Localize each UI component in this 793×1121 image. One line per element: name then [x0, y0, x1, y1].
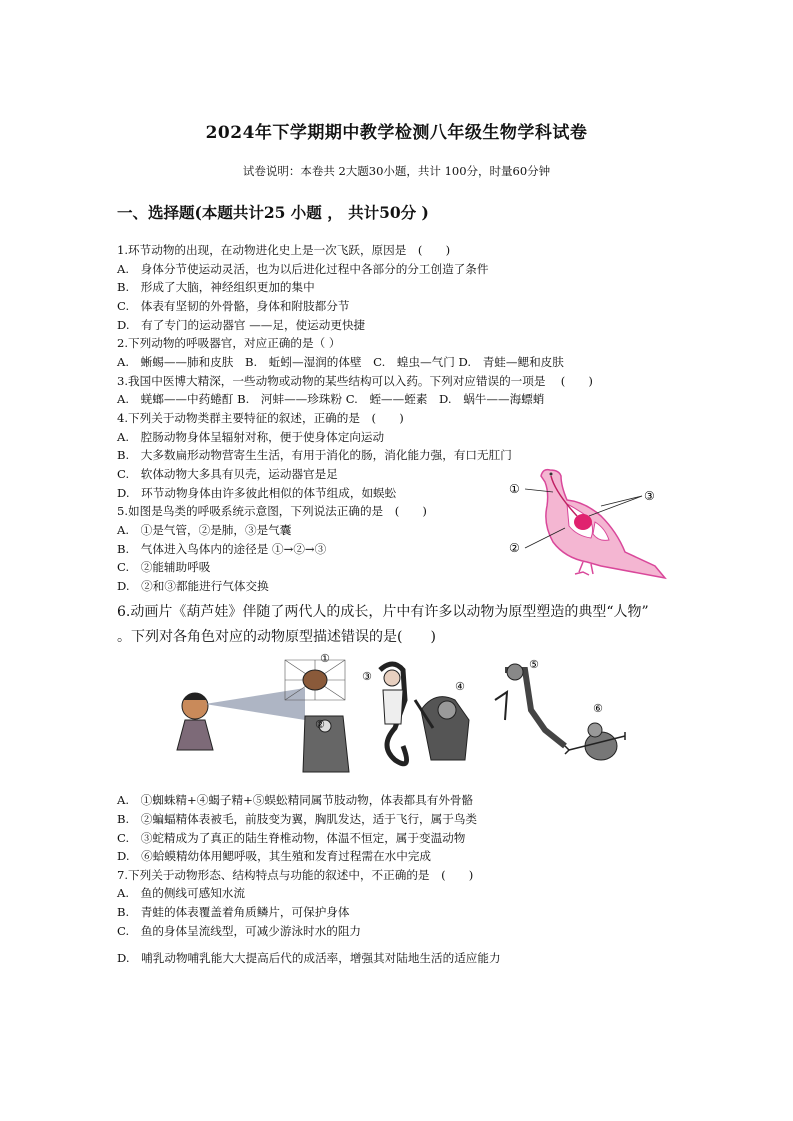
- toad-spirit-figure: [565, 702, 625, 760]
- option-5a: A. ①是气管，②是肺，③是气囊: [117, 523, 292, 537]
- bird-respiratory-diagram: [505, 462, 670, 580]
- option-7a: A. 鱼的侧线可感知水流: [117, 886, 245, 900]
- option-4d: D. 环节动物身体由许多彼此相似的体节组成，如蜈蚣: [117, 486, 397, 500]
- bird-label-3: ③: [644, 489, 655, 503]
- bat-spirit-figure: [303, 716, 349, 772]
- option-1c: C. 体表有坚韧的外骨骼，身体和附肢都分节: [117, 299, 350, 313]
- option-5b: B. 气体进入鸟体内的途径是 ①→②→③: [117, 542, 327, 556]
- options-2: A. 蜥蜴——肺和皮肤 B. 蚯蚓—湿润的体壁 C. 蝗虫—气门 D. 青蛙—鳃和皮肤: [117, 355, 564, 369]
- option-1a: A. 身体分节使运动灵活，也为以后进化过程中各部分的分工创造了条件: [117, 262, 489, 276]
- bird-label-1: ①: [509, 482, 520, 496]
- option-4c: C. 软体动物大多具有贝壳，运动器官是足: [117, 467, 338, 481]
- calabash-boy-figure: [177, 688, 305, 750]
- question-3: 3.我国中医博大精深，一些动物或动物的某些结构可以入药。下列对应错误的一项是 ( ): [117, 374, 593, 388]
- question-7: 7.下列关于动物形态、结构特点与功能的叙述中，不正确的是 ( ): [117, 868, 474, 882]
- question-5: 5.如图是鸟类的呼吸系统示意图，下列说法正确的是 ( ): [117, 504, 427, 518]
- option-5c: C. ②能辅助呼吸: [117, 560, 211, 574]
- options-3: A. 蜣螂——中药蜷酊 B. 河蚌——珍珠粉 C. 蛭——蛭素 D. 蜗牛——海螵蛸: [117, 392, 545, 406]
- page-title: 2024年下学期期中教学检测八年级生物学科试卷: [205, 123, 588, 143]
- cartoon-label-4: ④: [455, 680, 465, 693]
- cartoon-label-3: ③: [362, 670, 372, 683]
- option-6a: A. ①蜘蛛精+④蝎子精+⑤蜈蚣精同属节肢动物，体表都具有外骨骼: [117, 793, 474, 807]
- question-6-line2: 。下列对各角色对应的动物原型描述错误的是( ): [117, 629, 436, 645]
- question-1: 1.环节动物的出现，在动物进化史上是一次飞跃，原因是 ( ): [117, 243, 451, 257]
- centipede-spirit-figure: [495, 658, 565, 746]
- question-2: 2.下列动物的呼吸器官，对应正确的是（ ）: [117, 336, 341, 350]
- cartoon-label-2: ②: [315, 718, 325, 731]
- option-7b: B. 青蛙的体表覆盖着角质鳞片，可保护身体: [117, 905, 350, 919]
- option-4b: B. 大多数扁形动物营寄生生活，有用于消化的肠，消化能力强，有口无肛门: [117, 448, 512, 462]
- option-6c: C. ③蛇精成为了真正的陆生脊椎动物，体温不恒定，属于变温动物: [117, 831, 466, 845]
- section-heading: 一、选择题(本题共计25 小题 ， 共计50分 ): [117, 203, 429, 222]
- scorpion-spirit-figure: [415, 680, 469, 760]
- calabash-characters-illustration: [165, 650, 635, 776]
- cartoon-label-6: ⑥: [593, 702, 603, 715]
- question-6-line1: 6.动画片《葫芦娃》伴随了两代人的成长，片中有许多以动物为原型塑造的典型“人物”: [117, 604, 649, 620]
- option-7c: C. 鱼的身体呈流线型，可减少游泳时水的阻力: [117, 924, 362, 938]
- cartoon-label-1: ①: [320, 652, 330, 665]
- option-1b: B. 形成了大脑，神经组织更加的集中: [117, 280, 315, 294]
- exam-instructions: 试卷说明：本卷共 2大题30小题，共计 100分，时量60分钟: [242, 164, 551, 178]
- cartoon-label-5: ⑤: [529, 658, 539, 671]
- option-5d: D. ②和③都能进行气体交换: [117, 579, 269, 593]
- option-6b: B. ②蝙蝠精体表被毛，前肢变为翼，胸肌发达，适于飞行，属于鸟类: [117, 812, 478, 826]
- bird-label-2: ②: [509, 541, 520, 555]
- option-1d: D. 有了专门的运动器官 ——足，使运动更快捷: [117, 318, 366, 332]
- option-7d: D. 哺乳动物哺乳能大大提高后代的成活率，增强其对陆地生活的适应能力: [117, 951, 501, 965]
- option-4a: A. 腔肠动物身体呈辐射对称，便于使身体定向运动: [117, 430, 385, 444]
- question-4: 4.下列关于动物类群主要特征的叙述，正确的是 ( ): [117, 411, 404, 425]
- option-6d: D. ⑥蛤蟆精幼体用鳃呼吸，其生殖和发育过程需在水中完成: [117, 849, 432, 863]
- snake-spirit-figure: [362, 664, 407, 764]
